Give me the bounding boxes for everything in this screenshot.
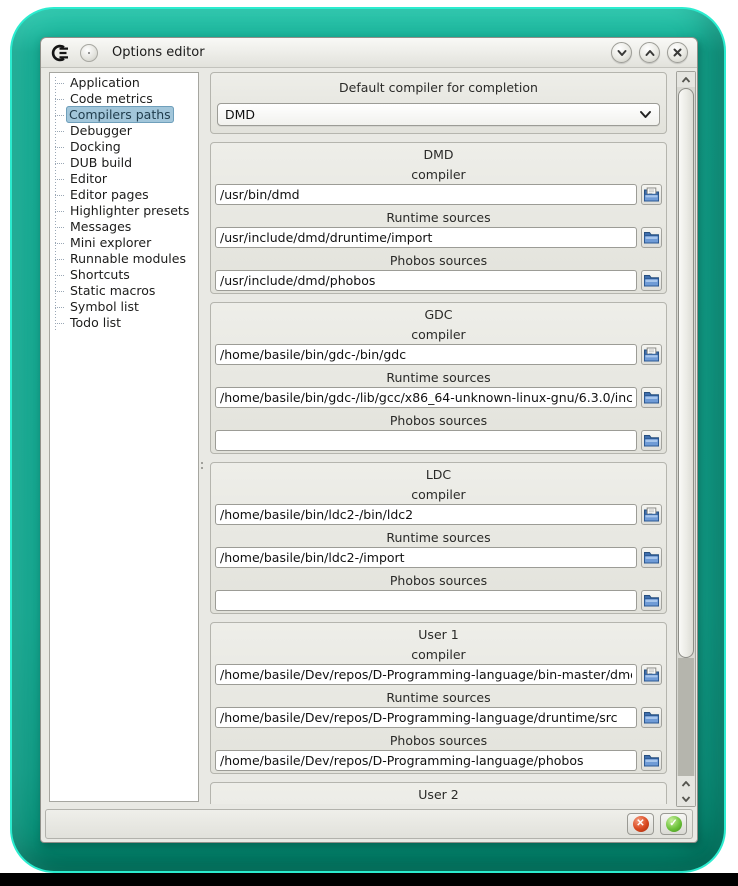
sidebar-item-label: Static macros [70, 283, 156, 298]
path-input[interactable] [215, 707, 637, 728]
path-input[interactable] [215, 504, 637, 525]
shade-button[interactable] [611, 42, 632, 63]
browse-folder-button[interactable] [641, 227, 662, 248]
sidebar-item-label: Code metrics [70, 91, 153, 106]
scroll-up-button-2[interactable] [677, 776, 695, 791]
red-cross-icon: ✕ [633, 816, 649, 832]
field-label: Phobos sources [389, 573, 488, 588]
open-file-icon [643, 507, 660, 522]
chevron-down-icon [639, 110, 652, 119]
splitter-handle[interactable] [198, 72, 208, 802]
sidebar-item-mini-explorer[interactable] [50, 235, 198, 251]
sidebar-item-label: Symbol list [70, 299, 139, 314]
compiler-group-gdc [210, 302, 667, 454]
sidebar-item-runnable-modules[interactable] [50, 251, 198, 267]
path-input[interactable] [215, 664, 637, 685]
accept-button[interactable] [660, 813, 687, 835]
browse-folder-button[interactable] [641, 590, 662, 611]
field-label: compiler [411, 327, 466, 342]
browse-folder-button[interactable] [641, 707, 662, 728]
folder-icon [643, 550, 660, 565]
compiler-group-ldc [210, 462, 667, 614]
sidebar-item-shortcuts[interactable] [50, 267, 198, 283]
field-label: Runtime sources [386, 370, 491, 385]
field-label: compiler [411, 167, 466, 182]
field-row [215, 270, 662, 291]
sidebar-item-code-metrics[interactable] [50, 91, 198, 107]
close-button[interactable] [667, 42, 688, 63]
settings-scroll-area [208, 70, 671, 804]
sidebar-item-application[interactable] [50, 75, 198, 91]
chevron-up-icon [681, 76, 691, 84]
group-title: Default compiler for completion [339, 80, 538, 95]
sidebar-item-symbol-list[interactable] [50, 299, 198, 315]
path-input[interactable] [215, 184, 637, 205]
categories-tree [50, 73, 198, 331]
sidebar-item-messages[interactable] [50, 219, 198, 235]
open-file-icon [643, 667, 660, 682]
browse-folder-button[interactable] [641, 547, 662, 568]
field-label: compiler [411, 647, 466, 662]
browse-folder-button[interactable] [641, 750, 662, 771]
compiler-group-user-1 [210, 622, 667, 774]
group-title: DMD [423, 147, 454, 162]
scrollbar-thumb[interactable] [678, 88, 694, 658]
browse-folder-button[interactable] [641, 270, 662, 291]
sidebar-item-label: Compilers paths [66, 106, 174, 123]
chevron-down-icon [681, 795, 691, 803]
folder-icon [643, 753, 660, 768]
sidebar-item-label: Shortcuts [70, 267, 130, 282]
scrollbar-track[interactable] [678, 658, 694, 776]
screen-edge [0, 873, 738, 886]
browse-folder-button[interactable] [641, 430, 662, 451]
folder-icon [643, 710, 660, 725]
sidebar-item-label: Todo list [70, 315, 122, 330]
compiler-group-dmd [210, 142, 667, 294]
sidebar-item-label: Mini explorer [70, 235, 152, 250]
coedit-logo-icon [50, 44, 72, 62]
selected-compiler: DMD [225, 107, 256, 122]
window-menu-button[interactable] [80, 44, 98, 62]
green-check-icon: ✓ [666, 816, 682, 832]
sidebar-item-debugger[interactable] [50, 123, 198, 139]
path-input[interactable] [215, 547, 637, 568]
open-file-icon [643, 187, 660, 202]
field-label: compiler [411, 487, 466, 502]
sidebar-item-highlighter-presets[interactable] [50, 203, 198, 219]
path-input[interactable] [215, 750, 637, 771]
field-row [215, 664, 662, 685]
default-compiler-select[interactable] [217, 103, 660, 126]
browse-file-button[interactable] [641, 184, 662, 205]
scroll-down-button[interactable] [677, 791, 695, 806]
window-title: Options editor [112, 45, 205, 60]
sidebar-item-label: Runnable modules [70, 251, 186, 266]
sidebar-item-todo-list[interactable] [50, 315, 198, 331]
open-file-icon [643, 347, 660, 362]
categories-panel [49, 72, 199, 802]
default-compiler-group [210, 72, 667, 134]
sidebar-item-label: Editor [70, 171, 107, 186]
scroll-up-button[interactable] [677, 72, 695, 87]
sidebar-item-editor[interactable] [50, 171, 198, 187]
browse-file-button[interactable] [641, 504, 662, 525]
group-title: User 1 [418, 627, 459, 642]
folder-icon [643, 433, 660, 448]
group-title: User 2 [418, 787, 459, 802]
group-title: GDC [424, 307, 453, 322]
path-input[interactable] [215, 590, 637, 611]
sidebar-item-label: Docking [70, 139, 121, 154]
cancel-button[interactable] [627, 813, 654, 835]
field-label: Phobos sources [389, 413, 488, 428]
field-label: Runtime sources [386, 210, 491, 225]
sidebar-item-label: Highlighter presets [70, 203, 190, 218]
chevron-up-icon [681, 780, 691, 788]
field-label: Phobos sources [389, 253, 488, 268]
dialog-button-bar [45, 809, 693, 839]
browse-folder-button[interactable] [641, 387, 662, 408]
sidebar-item-label: Application [70, 75, 140, 90]
browse-file-button[interactable] [641, 664, 662, 685]
titlebar[interactable] [41, 38, 697, 68]
field-row [215, 430, 662, 451]
folder-icon [643, 230, 660, 245]
chevron-down-icon [616, 47, 628, 59]
sidebar-item-label: Debugger [70, 123, 132, 138]
field-label: Runtime sources [386, 690, 491, 705]
sidebar-item-static-macros[interactable] [50, 283, 198, 299]
field-row [215, 344, 662, 365]
field-row [215, 590, 662, 611]
sidebar-item-dub-build[interactable] [50, 155, 198, 171]
unshade-button[interactable] [639, 42, 660, 63]
sidebar-item-label: Messages [70, 219, 132, 234]
path-input[interactable] [215, 270, 637, 291]
field-row [215, 707, 662, 728]
path-input[interactable] [215, 227, 637, 248]
sidebar-item-docking[interactable] [50, 139, 198, 155]
folder-icon [643, 390, 660, 405]
path-input[interactable] [215, 344, 637, 365]
group-title: LDC [425, 467, 452, 482]
sidebar-item-label: DUB build [70, 155, 133, 170]
field-row [215, 750, 662, 771]
field-row [215, 547, 662, 568]
field-row [215, 387, 662, 408]
folder-icon [643, 593, 660, 608]
sidebar-item-compilers-paths[interactable] [50, 107, 198, 123]
sidebar-item-label: Editor pages [70, 187, 149, 202]
field-label: Phobos sources [389, 733, 488, 748]
field-row [215, 227, 662, 248]
field-row [215, 184, 662, 205]
chevron-up-icon [644, 47, 656, 59]
close-icon [672, 47, 683, 58]
path-input[interactable] [215, 430, 637, 451]
browse-file-button[interactable] [641, 344, 662, 365]
path-input[interactable] [215, 387, 637, 408]
vertical-scrollbar[interactable] [676, 71, 696, 807]
folder-icon [643, 273, 660, 288]
options-editor-window [40, 37, 698, 843]
field-row [215, 504, 662, 525]
sidebar-item-editor-pages[interactable] [50, 187, 198, 203]
field-label: Runtime sources [386, 530, 491, 545]
compiler-group-user-2 [210, 782, 667, 804]
